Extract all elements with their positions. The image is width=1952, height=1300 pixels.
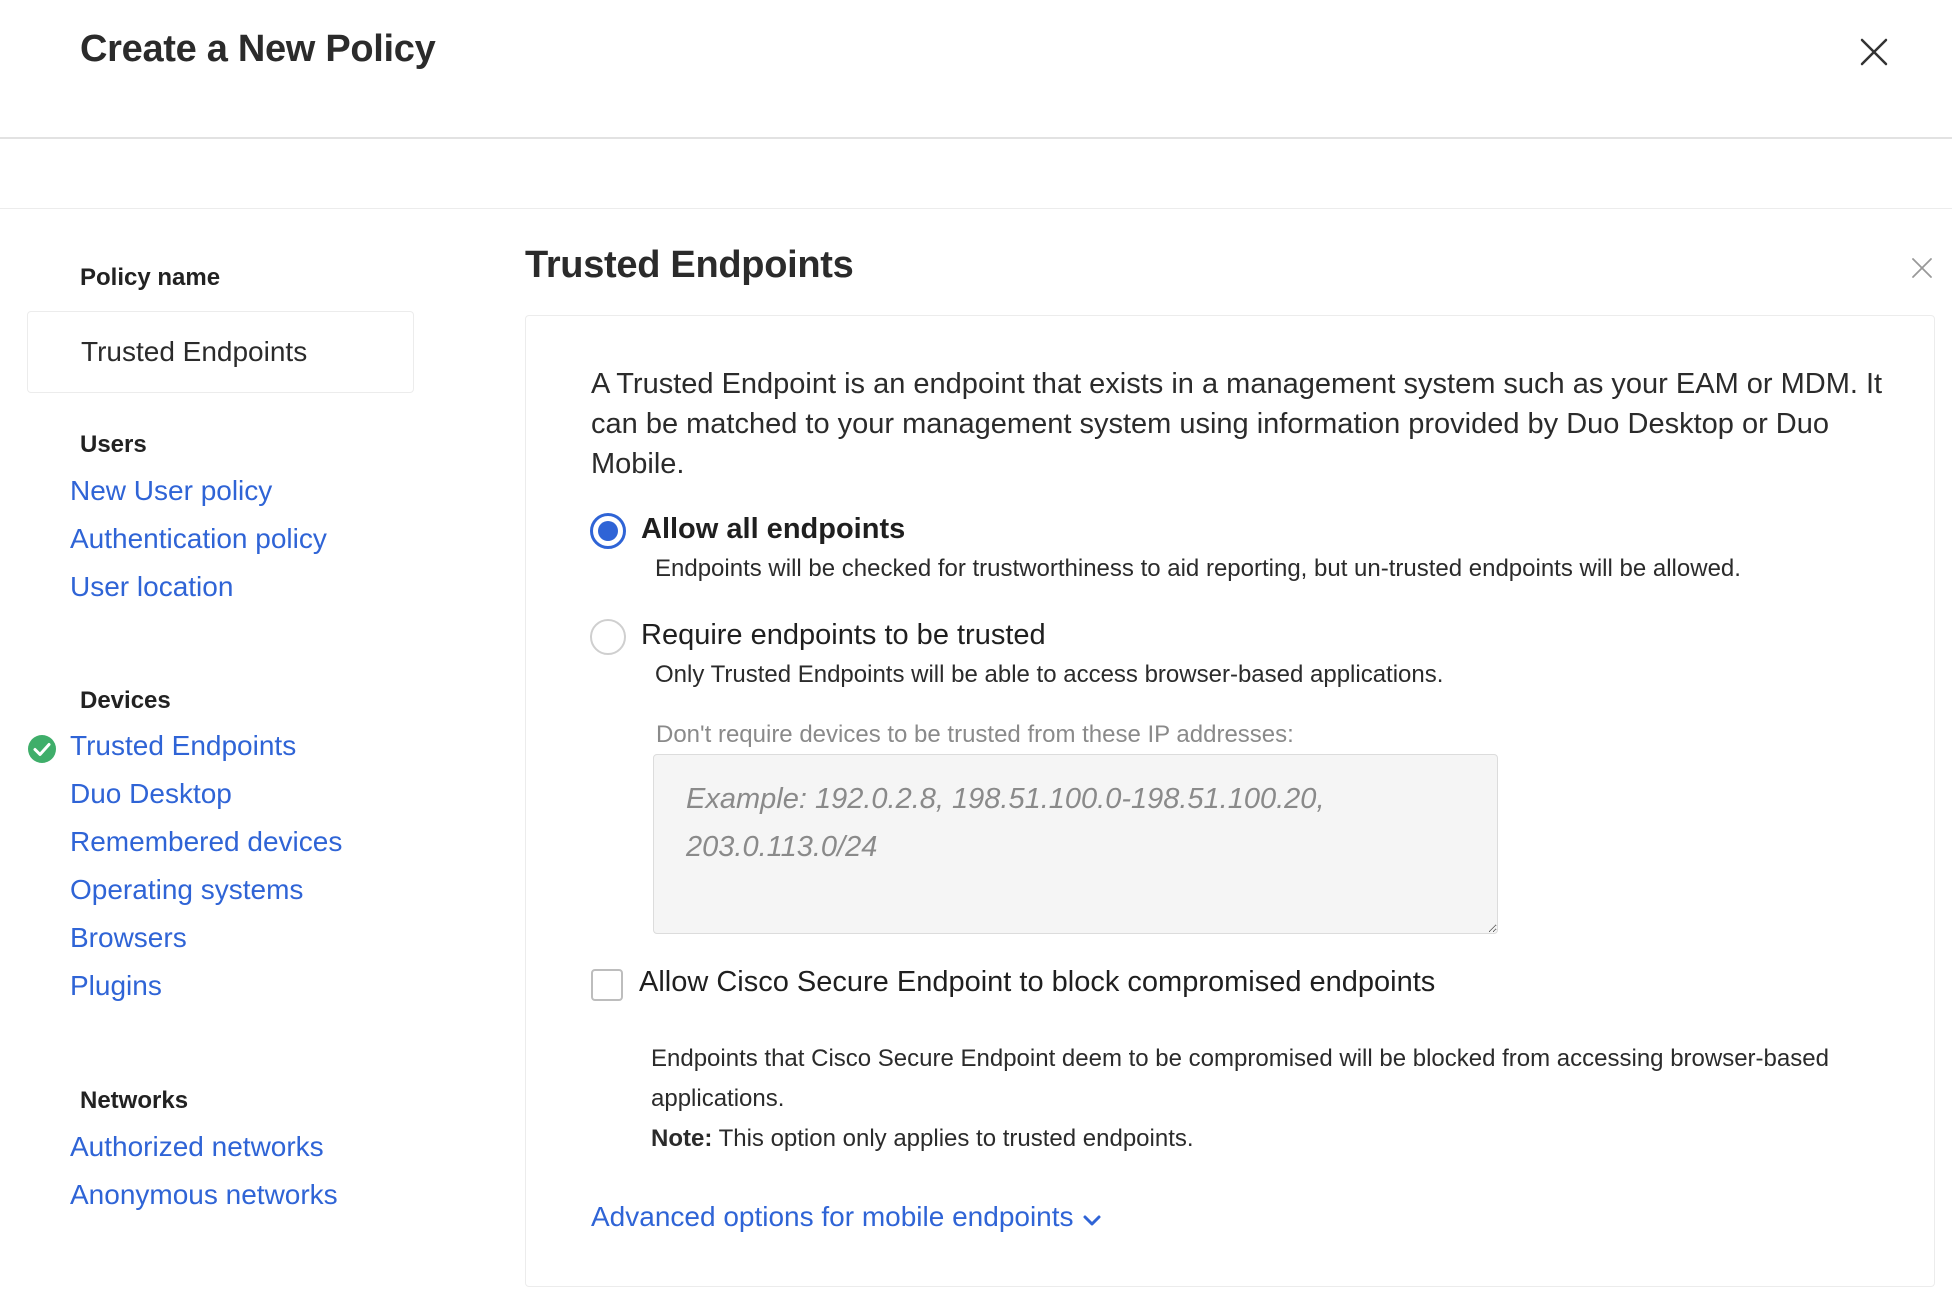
note-label: Note: <box>651 1125 713 1152</box>
policy-name-heading: Policy name <box>80 264 221 291</box>
policy-sidebar <box>0 209 470 1300</box>
intro-text: A Trusted Endpoint is an endpoint that exists in a management system such as your EAM or MDM. It can be matched to your management system using information provided by Duo Desktop or Duo Mobile. <box>591 368 1883 480</box>
sidebar-item-trusted-endpoints[interactable]: Trusted Endpoints <box>70 730 297 761</box>
policy-name-value: Trusted Endpoints <box>81 336 308 367</box>
advanced-options-link[interactable] <box>591 1201 1102 1235</box>
option-label-require-trusted: Require endpoints to be trusted <box>641 619 1046 651</box>
sidebar-item-authorized-networks[interactable]: Authorized networks <box>70 1131 324 1162</box>
sidebar-item-duo-desktop[interactable]: Duo Desktop <box>70 778 232 809</box>
cisco-description-text: Endpoints that Cisco Secure Endpoint deem to be compromised will be blocked from accessing browser-based applications. <box>651 1045 1829 1112</box>
ip-exemption-textarea[interactable] <box>653 754 1498 934</box>
cisco-secure-endpoint-label: Allow Cisco Secure Endpoint to block compromised endpoints <box>639 966 1436 998</box>
trusted-endpoints-card <box>525 315 1935 1287</box>
sub-header-bar <box>0 139 1952 209</box>
sidebar-item-plugins[interactable]: Plugins <box>70 970 162 1001</box>
users-heading: Users <box>80 431 147 458</box>
devices-heading: Devices <box>80 687 171 714</box>
note-text: This option only applies to trusted endpoints. <box>712 1125 1194 1152</box>
sidebar-item-browsers[interactable]: Browsers <box>70 922 187 953</box>
sidebar-item-anonymous-networks[interactable]: Anonymous networks <box>70 1179 338 1210</box>
option-label-allow-all: Allow all endpoints <box>641 513 906 545</box>
policy-name-field[interactable] <box>27 311 414 393</box>
cisco-secure-endpoint-description <box>651 1039 1891 1159</box>
close-icon[interactable] <box>1856 34 1892 70</box>
modal-header <box>0 0 1952 139</box>
check-circle-icon <box>27 734 57 764</box>
close-icon[interactable] <box>1910 256 1934 280</box>
sidebar-item-new-user-policy[interactable]: New User policy <box>70 475 273 506</box>
option-description-require-trusted: Only Trusted Endpoints will be able to access browser-based applications. <box>655 661 1444 688</box>
radio-allow-all-endpoints[interactable] <box>590 513 626 549</box>
option-description-allow-all: Endpoints will be checked for trustworthiness to aid reporting, but un-trusted endpoints will be allowed. <box>655 555 1741 582</box>
section-title: Trusted Endpoints <box>525 244 854 286</box>
radio-require-trusted[interactable] <box>590 619 626 655</box>
sidebar-item-remembered-devices[interactable]: Remembered devices <box>70 826 343 857</box>
advanced-options-label: Advanced options for mobile endpoints <box>591 1201 1074 1232</box>
sidebar-item-user-location[interactable]: User location <box>70 571 234 602</box>
cisco-secure-endpoint-checkbox[interactable] <box>591 969 623 1001</box>
chevron-down-icon <box>1082 1203 1102 1235</box>
modal-title: Create a New Policy <box>80 28 436 70</box>
sidebar-item-authentication-policy[interactable]: Authentication policy <box>70 523 327 554</box>
networks-heading: Networks <box>80 1087 189 1114</box>
ip-exemption-label: Don't require devices to be trusted from these IP addresses: <box>656 721 1294 748</box>
sidebar-item-operating-systems[interactable]: Operating systems <box>70 874 304 905</box>
